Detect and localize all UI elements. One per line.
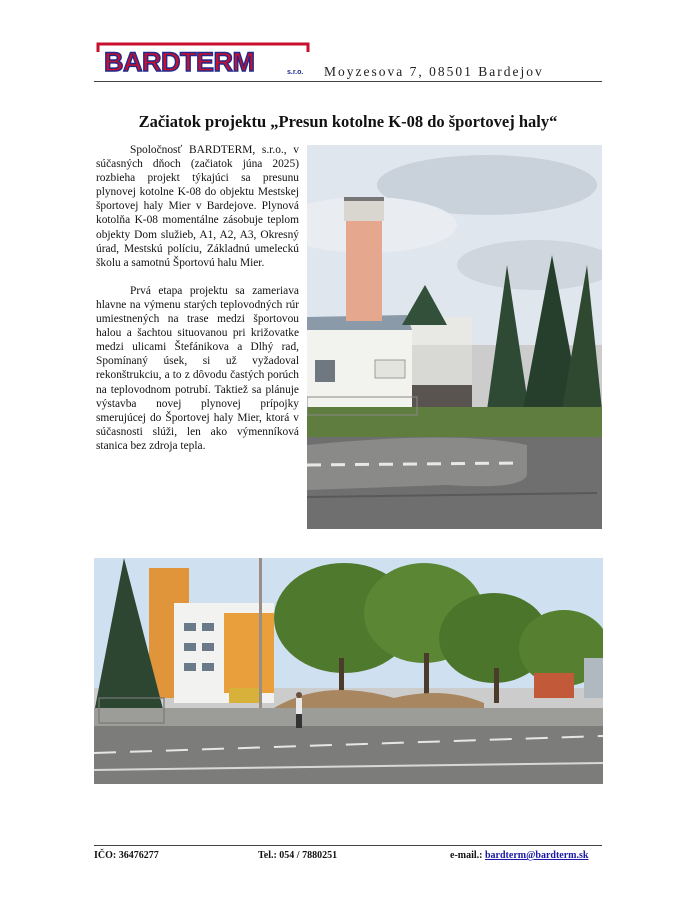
- footer-company-id: IČO: 36476277: [94, 850, 159, 861]
- photo-boiler-house-chimney: [307, 145, 602, 529]
- article-title: Začiatok projektu „Presun kotolne K-08 do športovej haly“: [138, 112, 558, 131]
- article-paragraph-1: Spoločnosť BARDTERM, s.r.o., v súčasných dňoch (začiatok júna 2025) rozbieha projekt týkajúci sa presunu plynovej kotolne K-08 do objektu Mestskej športovej haly Mier v Bardejove. Plynová kotolňa K-08 momentálne zásobuje teplom objekty Dom služieb, A1, A2, A3, Okresný úrad, Mestskú políciu, Základnú umeleckú školu a samotnú Športovú halu Mier.: [96, 144, 299, 269]
- footer-divider: [94, 845, 602, 846]
- company-logo: [94, 38, 316, 80]
- company-address: Moyzesova 7, 08501 Bardejov: [324, 64, 544, 79]
- article-body: [96, 143, 299, 467]
- logo-wordmark: BARDTERM: [104, 47, 255, 77]
- footer-email-link[interactable]: bardterm@bardterm.sk: [485, 850, 589, 861]
- footer-email-label: e-mail.:: [450, 850, 485, 861]
- header-divider: [94, 81, 602, 82]
- footer-email: [450, 850, 588, 861]
- photo-street-construction: [94, 558, 603, 784]
- logo-suffix: s.r.o.: [287, 69, 304, 76]
- footer-phone: Tel.: 054 / 7880251: [258, 850, 338, 861]
- article-paragraph-2: Prvá etapa projektu sa zameriava hlavne na výmenu starých teplovodných rúr umiestnených na trase medzi športovou halou a šachtou situovanou pri križovatke medzi ulicami Štefánikova a Dlhý rad, Spomínaný úsek, si už vyžadoval rekonštrukciu, a to z dôvodu častých porúch na teplovodnom potrubí. Taktiež sa plánuje výstavba novej plynovej prípojky smerujúcej do Športovej haly Mier, ktorá v súčasnosti slúži, len ako výmenníková stanica bez zdroja tepla.: [96, 284, 299, 452]
